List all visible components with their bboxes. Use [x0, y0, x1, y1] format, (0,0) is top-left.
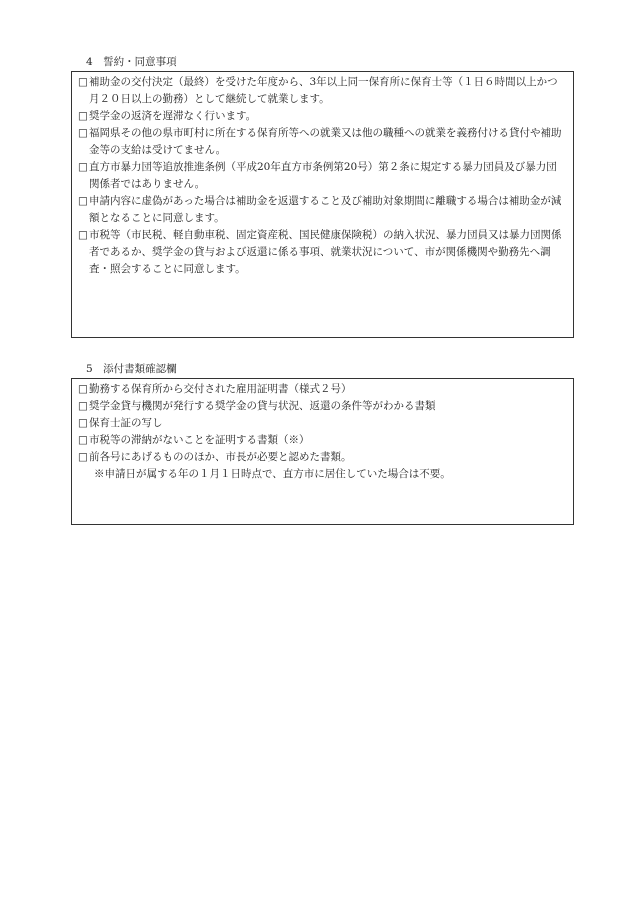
attachment-item-text: 奨学金貸与機関が発行する奨学金の貸与状況、返還の条件等がわかる書類	[89, 400, 436, 412]
attachments-box	[71, 378, 574, 525]
pledge-item-text: 申請内容に虚偽があった場合は補助金を返還すること及び補助対象期間に離職する場合は補助金が減額となることに同意します。	[89, 195, 562, 224]
attachment-note: ※申請日が属する年の１月１日時点で、直方市に居住していた場合は不要。	[94, 468, 451, 480]
checkbox-icon[interactable]: □	[78, 229, 88, 241]
attachment-item-text: 前各号にあげるもののほか、市長が必要と認めた書類。	[89, 451, 352, 463]
pledge-item[interactable]	[78, 125, 573, 159]
pledge-item[interactable]	[78, 193, 573, 227]
attachment-item[interactable]	[78, 381, 573, 398]
pledge-item[interactable]	[78, 159, 573, 193]
checkbox-icon[interactable]: □	[78, 127, 88, 139]
pledge-item[interactable]	[78, 74, 573, 108]
attachment-item-text: 勤務する保育所から交付された雇用証明書（様式２号）	[89, 383, 352, 395]
pledge-item-text: 福岡県その他の県市町村に所在する保育所等への就業又は他の職種への就業を義務付ける貸付や補助金等の支給は受けてません。	[89, 127, 562, 156]
pledge-item-text: 補助金の交付決定（最終）を受けた年度から、3年以上同一保育所に保育士等（１日６時間以上かつ月２０日以上の勤務）として継続して就業します。	[89, 76, 558, 105]
pledge-item[interactable]	[78, 227, 573, 278]
checkbox-icon[interactable]: □	[78, 434, 88, 446]
checkbox-icon[interactable]: □	[78, 195, 88, 207]
checkbox-icon[interactable]: □	[78, 417, 88, 429]
attachment-item-text: 保育士証の写し	[89, 417, 163, 429]
checkbox-icon[interactable]: □	[78, 400, 88, 412]
checkbox-icon[interactable]: □	[78, 110, 88, 122]
section-5-heading: 5 添付書類確認欄	[86, 363, 177, 375]
attachment-item[interactable]	[78, 398, 573, 415]
pledge-item-text: 直方市暴力団等追放推進条例（平成20年直方市条例第20号）第２条に規定する暴力団員及び暴力団関係者ではありません。	[89, 161, 557, 190]
attachment-item[interactable]	[78, 432, 573, 449]
pledge-item-text: 市税等（市民税、軽自動車税、固定資産税、国民健康保険税）の納入状況、暴力団員又は暴力団関係者であるか、奨学金の貸与および返還に係る事項、就業状況について、市が関係機関や勤務先へ調査・照会することに同意します。	[89, 229, 562, 275]
section-4-heading: 4 誓約・同意事項	[86, 56, 177, 68]
checkbox-icon[interactable]: □	[78, 76, 88, 88]
checkbox-icon[interactable]: □	[78, 451, 88, 463]
attachment-item[interactable]	[78, 415, 573, 432]
attachment-item[interactable]	[78, 449, 573, 466]
checkbox-icon[interactable]: □	[78, 161, 88, 173]
attachment-item-text: 市税等の滞納がないことを証明する書類（※）	[89, 434, 310, 446]
pledge-item[interactable]	[78, 108, 573, 125]
pledge-item-text: 奨学金の返済を遅滞なく行います。	[89, 110, 257, 122]
checkbox-icon[interactable]: □	[78, 383, 88, 395]
pledge-consent-box	[71, 71, 574, 338]
